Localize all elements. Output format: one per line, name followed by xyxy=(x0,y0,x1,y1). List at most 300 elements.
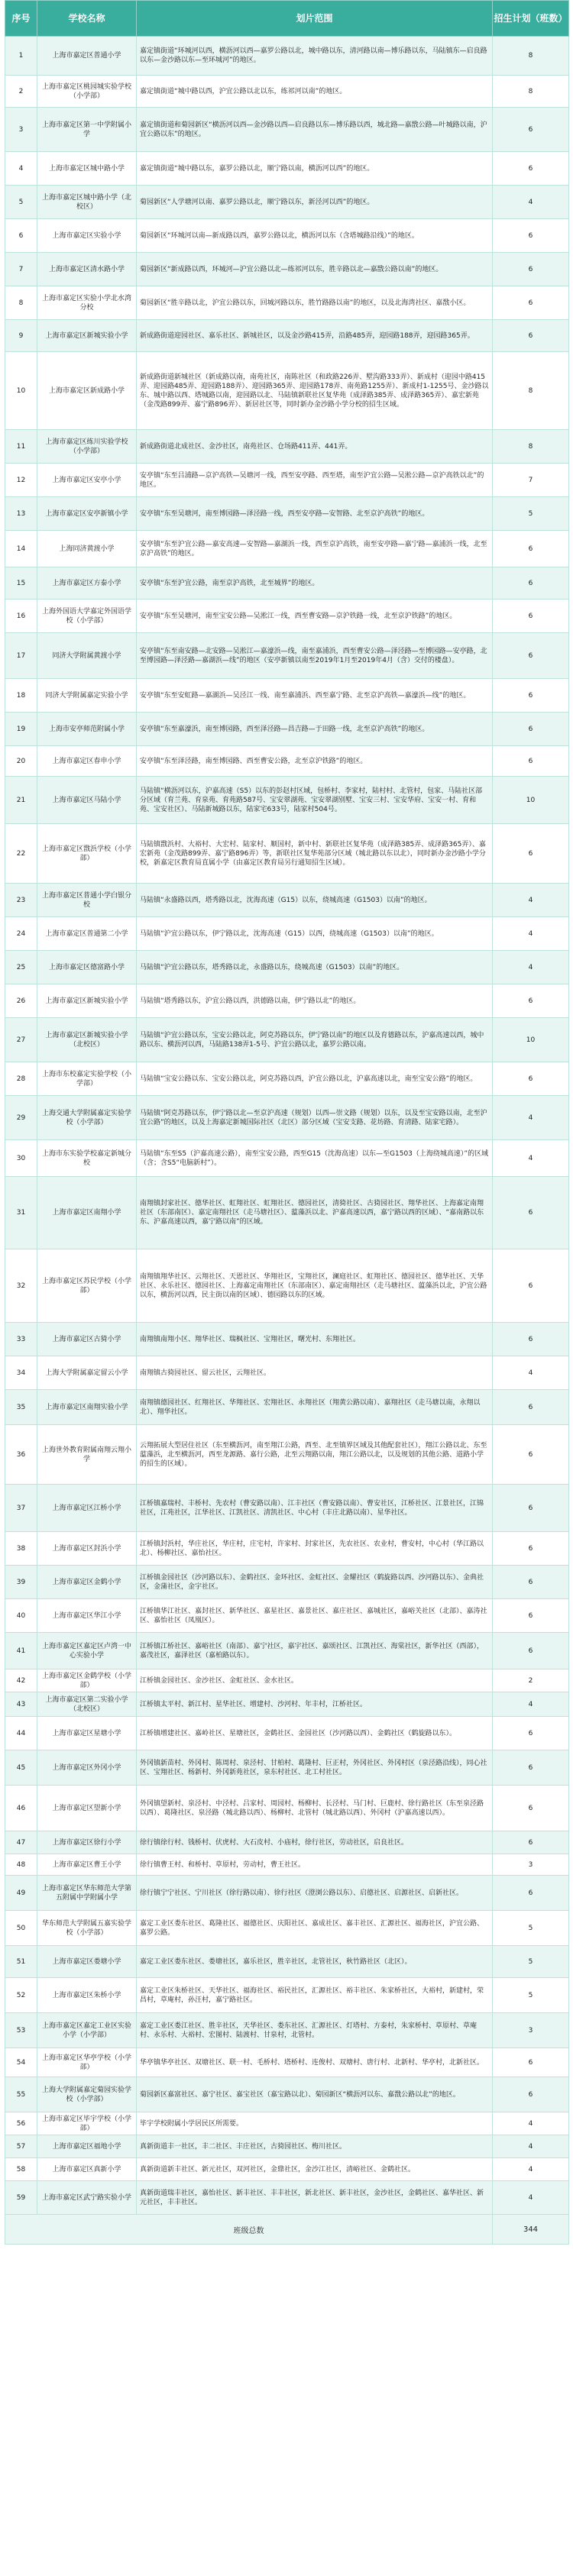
row-area: 江桥镇江桥社区、嘉峪社区（南部）、嘉宁社区，嘉宇社区、嘉颂社区、江凯社区、海棠社区，新华社区（西部），嘉茂社区，嘉泽社区（嘉柏路以东）。 xyxy=(137,1633,493,1669)
row-area: 真新街道瑞丰社区，嘉怡社区、新丰社区、丰丰社区，新北社区、新丰社区，金沙社区，金鹤社区、嘉华社区、新元社区，丰丰社区。 xyxy=(137,2181,493,2215)
table-row xyxy=(5,2181,569,2215)
row-school-name: 上海市嘉定区实验小学北水湾分校 xyxy=(37,286,137,320)
row-school-name: 上海市嘉定区古猗小学 xyxy=(37,1323,137,1356)
row-area: 安亭镇“东至南安路—北安路—吴淞江—嘉濠浜—线，南至嘉浦浜，西至曹安公路—泽泾路—至博园路—安亭路，北至博园路—泽泾路—嘉湖浜—线”的地区（安亭新镇以南至2019年1月至2019年4月（含）交付的楼盘）。 xyxy=(137,633,493,679)
table-row xyxy=(5,824,569,884)
row-area: 嘉定工业区娄东社区、葛隆社区、福德社区、庆阳社区、嘉成社区、嘉丰社区、汇源社区、福海社区，沪宜公路、嘉罗公路。 xyxy=(137,1911,493,1946)
table-row xyxy=(5,1911,569,1946)
row-school-name: 上海市嘉定区清水路小学 xyxy=(37,253,137,286)
row-number: 2 xyxy=(5,76,37,108)
row-plan: 6 xyxy=(493,152,569,186)
row-area: 南翔镇封家社区、德华社区、虹翔社区、虹翔社区、德园社区，清猗社区、古猗园社区、翔华社区、上海嘉定南翔社区（东部南区）、嘉定南翔社区（走马塘社区）、蕰藻浜以北、沪嘉高速以西，嘉宁路以西的区域）、“嘉南路以东东、沪嘉高速以西，嘉宁路以南”的区域。 xyxy=(137,1177,493,1249)
row-plan: 6 xyxy=(493,984,569,1018)
row-number: 3 xyxy=(5,108,37,152)
row-school-name: 同济大学附属黄渡小学 xyxy=(37,633,137,679)
table-row xyxy=(5,1485,569,1532)
row-school-name: 上海市嘉定区安亭小学 xyxy=(37,464,137,497)
table-row xyxy=(5,1750,569,1786)
row-number: 11 xyxy=(5,430,37,464)
table-row xyxy=(5,777,569,824)
table-row xyxy=(5,1669,569,1692)
table-row xyxy=(5,464,569,497)
row-plan: 6 xyxy=(493,1566,569,1599)
table-row xyxy=(5,1249,569,1323)
row-number: 47 xyxy=(5,1831,37,1854)
row-area: 安亭镇“东至吕浦路—京沪高铁—吴塘河一线，西至安亭路、西至塔，南至沪宜公路—吴淞公路—京沪高铁以北”的地区。 xyxy=(137,464,493,497)
row-plan: 4 xyxy=(493,2158,569,2181)
row-plan: 6 xyxy=(493,108,569,152)
table-row xyxy=(5,713,569,746)
row-plan: 6 xyxy=(493,713,569,746)
row-number: 51 xyxy=(5,1946,37,1978)
row-number: 17 xyxy=(5,633,37,679)
table-row xyxy=(5,497,569,531)
row-plan: 6 xyxy=(493,1485,569,1532)
row-plan: 4 xyxy=(493,917,569,951)
row-plan: 6 xyxy=(493,824,569,884)
row-area: 江桥镇太平村、新江村、星华社区、增建村、沙河村、年丰村，江桥社区。 xyxy=(137,1692,493,1717)
row-school-name: 上海市嘉定区江桥小学 xyxy=(37,1485,137,1532)
footer-label: 班级总数 xyxy=(5,2215,493,2245)
row-plan: 6 xyxy=(493,633,569,679)
row-area: 菊园新区“环城河以南—新成路以西，嘉罗公路以北，横沥河以东（含塔城路沿线）”的地区。 xyxy=(137,219,493,253)
row-plan: 6 xyxy=(493,2048,569,2077)
row-area: 新成路街道北成社区、金沙社区，南苑社区、仓场路411弄、441弄。 xyxy=(137,430,493,464)
enrollment-table xyxy=(5,0,569,2245)
footer-total: 344 xyxy=(493,2215,569,2245)
row-area: 马陆镇“塔秀路以东，沪宜公路以西，洪德路以南，伊宁路以北”的地区。 xyxy=(137,984,493,1018)
row-number: 27 xyxy=(5,1018,37,1062)
row-school-name: 上海市嘉定区普通小学 xyxy=(37,37,137,76)
row-plan: 2 xyxy=(493,1669,569,1692)
row-area: 江桥镇封浜村，华庄社区，华庄村，庄宅村，许家村、封家社区，先农社区、农业村，曹安村，中心村（华江路以北）、杨柳社区、嘉怡社区。 xyxy=(137,1532,493,1566)
table-row xyxy=(5,186,569,219)
row-plan: 8 xyxy=(493,76,569,108)
table-row xyxy=(5,2158,569,2181)
row-school-name: 上海市东校嘉定实验学校（小学部） xyxy=(37,1062,137,1096)
row-number: 18 xyxy=(5,679,37,713)
table-row xyxy=(5,1786,569,1831)
row-plan: 4 xyxy=(493,1692,569,1717)
row-school-name: 上海市嘉定区新城实验小学 xyxy=(37,320,137,352)
row-school-name: 上海市东实验学校嘉定新城分校 xyxy=(37,1140,137,1177)
row-plan: 7 xyxy=(493,464,569,497)
table-row xyxy=(5,1692,569,1717)
row-number: 26 xyxy=(5,984,37,1018)
row-school-name: 上海市嘉定区苏民学校（小学部） xyxy=(37,1249,137,1323)
row-school-name: 上海市嘉定区华东师范大学第五附属中学附属小学 xyxy=(37,1876,137,1911)
header-area: 划片范围 xyxy=(137,1,493,37)
row-plan: 4 xyxy=(493,1096,569,1140)
row-number: 7 xyxy=(5,253,37,286)
row-plan: 4 xyxy=(493,1356,569,1390)
row-number: 5 xyxy=(5,186,37,219)
table-row xyxy=(5,253,569,286)
row-area: 菊园新区嘉富社区、嘉宁社区、嘉宝社区（嘉宝路以北）、菊园新区“横沥河以东、嘉戬公路以北”的地区。 xyxy=(137,2077,493,2112)
row-area: 新成路街道新城社区（新成路以南，南苑社区，南陈社区（和政路226弄、墅沟路333弄）、新成村（迎园中路415弄、迎园路485弄、迎园路188弄）、迎园路365弄、迎园路178弄、南苑路1255弄）、新成村1-1255号、金沙路以东、城中路以西、塔城路以南，迎园路以北、马陆镇新联社区复华苑（成泽路385弄、成泽路365弄）、嘉宏新苑（金茂路899弄、嘉宁路896弄）、新居社区等，同时新办金沙路小学分校的招生区域。 xyxy=(137,352,493,430)
row-area: 新成路街道迎园社区、嘉乐社区、新城社区，以及金沙路415弄，沿路485弄，迎园路188弄，迎园路365弄。 xyxy=(137,320,493,352)
table-row xyxy=(5,430,569,464)
row-school-name: 上海市嘉定区曹王小学 xyxy=(37,1854,137,1876)
row-area: 江桥镇金园社区、金沙社区、金虹社区、金水社区。 xyxy=(137,1669,493,1692)
row-number: 35 xyxy=(5,1390,37,1425)
row-school-name: 上海市嘉定区金鹤小学 xyxy=(37,1566,137,1599)
table-row xyxy=(5,1177,569,1249)
row-plan: 4 xyxy=(493,1140,569,1177)
row-school-name: 上海同济黄渡小学 xyxy=(37,531,137,567)
row-number: 9 xyxy=(5,320,37,352)
row-number: 23 xyxy=(5,884,37,917)
row-school-name: 上海市嘉定区福地小学 xyxy=(37,2135,137,2158)
table-row xyxy=(5,679,569,713)
row-area: 马陆镇“沪宜公路以东，塔秀路以北，永盛路以东，绕城高速（G1503）以南”的地区。 xyxy=(137,951,493,984)
row-plan: 6 xyxy=(493,320,569,352)
row-number: 8 xyxy=(5,286,37,320)
row-number: 49 xyxy=(5,1876,37,1911)
table-row xyxy=(5,1096,569,1140)
row-plan: 6 xyxy=(493,746,569,777)
row-area: 徐行镇曹王村、和桥村、草原村，劳动村，曹王社区。 xyxy=(137,1854,493,1876)
row-number: 10 xyxy=(5,352,37,430)
table-row xyxy=(5,1532,569,1566)
row-plan: 6 xyxy=(493,1062,569,1096)
row-area: 外冈镇望新村、泉泾村、中泾村、吕家村、周园村、杨柳村、长泾村、马门村、巨鹿村、徐行路社区（东至泉泾路以西）、葛隆社区、泉泾路（城北路以西）、杨柳村、北管村（城北路以西）、外冈村（沪嘉高速以西）。 xyxy=(137,1786,493,1831)
row-school-name: 上海市嘉定区普通小学白银分校 xyxy=(37,884,137,917)
row-area: 江桥镇嘉瑞村、丰桥村、先农村（曹安路以南）、江丰社区（曹安路以南）、曹安社区，江桥社区、江景社区，江锦社区，江苑社区，江华社区、江凯社区、清凯社区、中心村（丰庄北路以南）、星华社区。 xyxy=(137,1485,493,1532)
row-plan: 4 xyxy=(493,2181,569,2215)
table-row xyxy=(5,219,569,253)
row-number: 24 xyxy=(5,917,37,951)
row-plan: 6 xyxy=(493,1249,569,1323)
row-school-name: 同济大学附属嘉定实验小学 xyxy=(37,679,137,713)
row-plan: 6 xyxy=(493,1177,569,1249)
row-area: 嘉定工业区娄江社区、胜辛社区，天华社区、娄东社区、汇源社区、灯塔村、方泰村，朱家桥村、草原村、草庵村、永乐村、大裕村、宏图村、陆渡村、甘泉村，北管村。 xyxy=(137,2013,493,2048)
row-plan: 8 xyxy=(493,430,569,464)
row-area: 嘉定镇街道“城中路以东，嘉罗公路以北，顺宁路以南，横沥河以西”的地区。 xyxy=(137,152,493,186)
row-school-name: 上海市嘉定区嘉定区卢湾一中心实验小学 xyxy=(37,1633,137,1669)
row-plan: 6 xyxy=(493,1750,569,1786)
table-row xyxy=(5,951,569,984)
row-area: 真新街道新丰社区、新元社区，双河社区，金鼎社区，金沙江社区，清峪社区、金鹤社区。 xyxy=(137,2158,493,2181)
row-plan: 8 xyxy=(493,37,569,76)
row-plan: 6 xyxy=(493,1717,569,1750)
row-school-name: 上海市嘉定区新成路小学 xyxy=(37,352,137,430)
row-area: 南翔镇南翔小区、翔华社区、瑞枫社区、宝翔社区，曙光村、东翔社区。 xyxy=(137,1323,493,1356)
row-plan: 6 xyxy=(493,1876,569,1911)
row-school-name: 上海市嘉定区毕宇学校（小学部） xyxy=(37,2112,137,2135)
table-row xyxy=(5,746,569,777)
row-school-name: 上海市嘉定区徐行小学 xyxy=(37,1831,137,1854)
row-plan: 6 xyxy=(493,219,569,253)
table-row xyxy=(5,1390,569,1425)
row-number: 42 xyxy=(5,1669,37,1692)
table-row xyxy=(5,152,569,186)
row-plan: 6 xyxy=(493,1532,569,1566)
row-area: 嘉定工业区朱桥社区、天华社区、福海社区、裕民社区，汇源社区、裕丰社区、朱家桥社区，大裕村，新建村，荣昌村，草庵村，孙汪村，嘉宁路社区。 xyxy=(137,1978,493,2013)
row-school-name: 上海市嘉定区第一中学附属小学 xyxy=(37,108,137,152)
row-area: 菊园新区“人学塘河以南、嘉罗公路以北，顺宁路以东，新泾河以西”的地区。 xyxy=(137,186,493,219)
table-row xyxy=(5,1425,569,1485)
row-area: 菊园新区“胜辛路以北，沪宜公路以东，回城河路以东，胜竹路路以南”的地区，以及北海湾社区、嘉戬小区。 xyxy=(137,286,493,320)
row-area: 江桥镇增建社区、嘉岭社区、星塘社区，金鹤社区、金园社区（沙河路以西）、金鹤社区（鹤旋路以东）。 xyxy=(137,1717,493,1750)
table-row xyxy=(5,917,569,951)
table-row xyxy=(5,352,569,430)
row-area: 安亭镇“东至嘉濠浜，南至博园路，西至泽泾路—昌吉路—于田路一线，北至京沪高铁”的地区。 xyxy=(137,713,493,746)
row-plan: 3 xyxy=(493,1854,569,1876)
table-row xyxy=(5,1717,569,1750)
row-plan: 5 xyxy=(493,497,569,531)
row-number: 21 xyxy=(5,777,37,824)
row-school-name: 上海市嘉定区第二实验小学（北校区） xyxy=(37,1692,137,1717)
row-area: 安亭镇“东至泽泾路，南至博园路、西至曹安公路，北至京沪铁路”的地区。 xyxy=(137,746,493,777)
table-row xyxy=(5,1062,569,1096)
row-school-name: 上海市嘉定区星塘小学 xyxy=(37,1717,137,1750)
row-number: 44 xyxy=(5,1717,37,1750)
table-row xyxy=(5,1140,569,1177)
row-school-name: 上海市嘉定区南翔小学 xyxy=(37,1177,137,1249)
row-number: 40 xyxy=(5,1599,37,1633)
row-plan: 6 xyxy=(493,531,569,567)
row-plan: 6 xyxy=(493,1599,569,1633)
table-row xyxy=(5,2048,569,2077)
row-area: 徐行镇徐行村、钱桥村、伏虎村、大石皮村、小庙村，徐行社区，劳动社区，启良社区。 xyxy=(137,1831,493,1854)
row-plan: 6 xyxy=(493,1831,569,1854)
row-school-name: 上海市嘉定区华江小学 xyxy=(37,1599,137,1633)
row-school-name: 上海交通大学附属嘉定实验学校（小学部） xyxy=(37,1096,137,1140)
row-area: 徐行镇宁宁社区、宁川社区（徐行路以南）、徐行社区（澄浏公路以东）、启德社区、启源社区、启新社区。 xyxy=(137,1876,493,1911)
row-plan: 8 xyxy=(493,352,569,430)
row-number: 45 xyxy=(5,1750,37,1786)
row-school-name: 上海大学附属嘉定留云小学 xyxy=(37,1356,137,1390)
row-plan: 4 xyxy=(493,951,569,984)
row-number: 33 xyxy=(5,1323,37,1356)
row-school-name: 上海市嘉定区安亭新镇小学 xyxy=(37,497,137,531)
row-number: 31 xyxy=(5,1177,37,1249)
row-number: 4 xyxy=(5,152,37,186)
row-area: 外冈镇新苗村、外冈村、陈周村、泉泾村、甘柏村、葛隆村、巨正村，外冈社区、外冈村区（泉泾路沿线），同心社区、宝翔社区、杨新村、外冈新苑社区，泉东村社区、北工村社区。 xyxy=(137,1750,493,1786)
header-plan: 招生计划（班数） xyxy=(493,1,569,37)
row-number: 16 xyxy=(5,600,37,633)
row-plan: 4 xyxy=(493,2112,569,2135)
row-school-name: 上海市嘉定区实验小学 xyxy=(37,219,137,253)
row-school-name: 上海市嘉定区嘉定工业区实验小学（小学部） xyxy=(37,2013,137,2048)
table-row xyxy=(5,1599,569,1633)
table-row xyxy=(5,1946,569,1978)
row-area: 嘉定镇街道“环城河以西，横沥河以西—嘉罗公路以北，城中路以东，清河路以南—博乐路以东，马陆镇东—启良路以东—金沙路以东—至环城河”的地区。 xyxy=(137,37,493,76)
row-area: 安亭镇“东至安虹路—嘉湖浜—吴泾江一线、南至嘉浦浜、西至嘉宁路、北至京沪高铁—嘉濠浜—线”的地区。 xyxy=(137,679,493,713)
row-plan: 6 xyxy=(493,1390,569,1425)
row-area: 马陆镇“阿克苏路以东，伊宁路以北—至京沪高速（规划）以西—崇文路（规划）以东，以及至宝安路以南，北至沪宜公路”的地区，以及上海嘉定新城国际社区（北区）部分区域（宝安支路、花坊路、育清路、陆家宅路）。 xyxy=(137,1096,493,1140)
row-area: 菊园新区“新成路以西，环城河—沪宜公路以北—练祁河以东，胜辛路以北—嘉戬公路以南”的地区。 xyxy=(137,253,493,286)
header-school: 学校名称 xyxy=(37,1,137,37)
table-body xyxy=(5,37,569,2215)
row-plan: 6 xyxy=(493,600,569,633)
table-row xyxy=(5,320,569,352)
row-plan: 10 xyxy=(493,1018,569,1062)
row-school-name: 上海市安亭师范附属小学 xyxy=(37,713,137,746)
row-number: 29 xyxy=(5,1096,37,1140)
row-number: 59 xyxy=(5,2181,37,2215)
row-school-name: 上海市嘉定区金鹤学校（小学部） xyxy=(37,1669,137,1692)
row-plan: 6 xyxy=(493,1633,569,1669)
row-area: 安亭镇“东至吴塘河，南至博园路—泽泾路一线，西至安亭路—安智路、北至京沪高铁”的地区。 xyxy=(137,497,493,531)
row-school-name: 上海市嘉定区城中路小学 xyxy=(37,152,137,186)
table-row xyxy=(5,567,569,600)
row-number: 13 xyxy=(5,497,37,531)
row-area: 华亭镇华亭社区、双塘社区、联一村、毛桥村、塔桥村、连俊村、双塘村、唐行村、北新村、华亭村，北新社区。 xyxy=(137,2048,493,2077)
row-number: 20 xyxy=(5,746,37,777)
table-row xyxy=(5,76,569,108)
row-plan: 4 xyxy=(493,186,569,219)
row-plan: 6 xyxy=(493,1425,569,1485)
table-row xyxy=(5,286,569,320)
row-number: 56 xyxy=(5,2112,37,2135)
row-number: 32 xyxy=(5,1249,37,1323)
row-plan: 6 xyxy=(493,2077,569,2112)
row-area: 嘉定镇街道和菊园新区“横沥河以西—金沙路以西—启良路以东—博乐路以西，城北路—嘉戬公路—叶城路以南，沪宜公路以东”的地区。 xyxy=(137,108,493,152)
row-school-name: 上海市嘉定区戬浜学校（小学部） xyxy=(37,824,137,884)
row-plan: 6 xyxy=(493,286,569,320)
row-school-name: 上海市嘉定区德富路小学 xyxy=(37,951,137,984)
row-number: 46 xyxy=(5,1786,37,1831)
row-number: 58 xyxy=(5,2158,37,2181)
table-row xyxy=(5,1831,569,1854)
table-row xyxy=(5,1978,569,2013)
table-row xyxy=(5,1854,569,1876)
table-row xyxy=(5,108,569,152)
row-plan: 5 xyxy=(493,1911,569,1946)
table-row xyxy=(5,600,569,633)
table-row xyxy=(5,1876,569,1911)
row-number: 36 xyxy=(5,1425,37,1485)
row-area: 真新街道丰一社区，丰二社区、丰庄社区，古猗园社区、梅川社区。 xyxy=(137,2135,493,2158)
row-school-name: 上海世外教育附属南翔云翔小学 xyxy=(37,1425,137,1485)
row-school-name: 上海市嘉定区新城实验小学 xyxy=(37,984,137,1018)
row-plan: 5 xyxy=(493,1946,569,1978)
row-school-name: 上海市嘉定区新城实验小学（北校区） xyxy=(37,1018,137,1062)
row-area: 安亭镇“东至吴塘河，南至宝安公路—吴淞江一线，西至曹安路—京沪铁路一线，北至京沪铁路”的地区。 xyxy=(137,600,493,633)
row-number: 19 xyxy=(5,713,37,746)
row-area: 南翔镇翔华社区、云翔社区、天恩社区、华翔社区，宝翔社区，澜庭社区、虹翔社区、德园社区、德华社区、天华社区、永乐社区、德园社区、上海嘉定南翔社区（东部南区）、嘉定南翔社区（走马塘社区、蕰藻浜以北，沪宜公路以东，横沥河以西，民主街以南的区域）、德园路以东的区域。 xyxy=(137,1249,493,1323)
table-footer xyxy=(5,2215,569,2245)
row-school-name: 上海市嘉定区南翔实验小学 xyxy=(37,1390,137,1425)
row-school-name: 上海市嘉定区方泰小学 xyxy=(37,567,137,600)
row-number: 55 xyxy=(5,2077,37,2112)
table-row xyxy=(5,984,569,1018)
row-school-name: 上海市嘉定区外冈小学 xyxy=(37,1750,137,1786)
table-row xyxy=(5,884,569,917)
row-school-name: 上海市嘉定区马陆小学 xyxy=(37,777,137,824)
row-number: 38 xyxy=(5,1532,37,1566)
row-area: 马陆镇“宝安公路以东、宝安公路以北，阿克苏路以西，沪宜公路以北，沪嘉高速以北，南至宝安公路”的地区。 xyxy=(137,1062,493,1096)
table-row xyxy=(5,1323,569,1356)
row-school-name: 华东师范大学附属五嘉实验学校（小学部） xyxy=(37,1911,137,1946)
table-row xyxy=(5,531,569,567)
row-school-name: 上海市嘉定区桃园城实验学校（小学部） xyxy=(37,76,137,108)
row-school-name: 上海市嘉定区城中路小学（北校区） xyxy=(37,186,137,219)
row-area: 南翔镇古猗园社区、留云社区，云翔社区。 xyxy=(137,1356,493,1390)
table-row xyxy=(5,37,569,76)
row-area: 毕宇学校附属小学居民区所需要。 xyxy=(137,2112,493,2135)
row-number: 57 xyxy=(5,2135,37,2158)
row-number: 28 xyxy=(5,1062,37,1096)
row-area: 马陆镇“东至S5（沪嘉高速公路），南至宝安公路，西至G15（沈海高速）以东—至G1503（上海绕城高速）”的区域（含；含S5“电脑新村”）。 xyxy=(137,1140,493,1177)
header-no: 序号 xyxy=(5,1,37,37)
row-school-name: 上海市嘉定区朱桥小学 xyxy=(37,1978,137,2013)
row-school-name: 上海市嘉定区望新小学 xyxy=(37,1786,137,1831)
row-number: 39 xyxy=(5,1566,37,1599)
row-number: 43 xyxy=(5,1692,37,1717)
row-number: 15 xyxy=(5,567,37,600)
row-number: 22 xyxy=(5,824,37,884)
table-row xyxy=(5,1018,569,1062)
row-plan: 6 xyxy=(493,567,569,600)
row-area: 马陆镇戬浜村、大裕村、大宏村、陆家村、顺国村，新中村、新联社区复华苑（成泽路385弄、成泽路365弄）、嘉宏新苑（金茂路899弄、嘉宁路896弄）等，新联社区复华苑部分区域（城北路以东以北），同时新办金沙路小学分校，新嘉定区教育局直属小学（由嘉定区教育局另行通知招生区域）。 xyxy=(137,824,493,884)
row-area: 云翔拓展大型居住社区（东至横沥河，南至翔江公路，西至、北至镇界区域及其他配套社区），翔江公路以北、东至蕰藻浜，北至横沥河，西至龙源路、嘉行公路，北至云翔路以南，翔江公路以北，以及规划的其他公路、道路小学的招生的区域）。 xyxy=(137,1425,493,1485)
row-area: 安亭镇“东至沪宜公路，南至京沪高铁，北至城界”的地区。 xyxy=(137,567,493,600)
row-plan: 4 xyxy=(493,884,569,917)
row-area: 江桥镇金园社区（沙河路以东）、金鹤社区、金环社区、金虹社区、金耀社区（鹤旋路以西、沙河路以东）、金典社区，金蒲社区，金宇社区。 xyxy=(137,1566,493,1599)
row-area: 江桥镇华江社区、嘉封社区、新华社区、嘉星社区、嘉景社区、嘉庄社区、嘉城社区，嘉峪关社区（北部）、嘉涛社区、嘉怡社区（凤凰区）。 xyxy=(137,1599,493,1633)
row-number: 34 xyxy=(5,1356,37,1390)
table-row xyxy=(5,2135,569,2158)
row-plan: 6 xyxy=(493,679,569,713)
table-row xyxy=(5,2112,569,2135)
row-plan: 5 xyxy=(493,1978,569,2013)
row-school-name: 上海市嘉定区封浜小学 xyxy=(37,1532,137,1566)
table-row xyxy=(5,633,569,679)
row-number: 12 xyxy=(5,464,37,497)
row-number: 25 xyxy=(5,951,37,984)
row-school-name: 上海市嘉定区华亭学校（小学部） xyxy=(37,2048,137,2077)
row-school-name: 上海市嘉定区真新小学 xyxy=(37,2158,137,2181)
row-area: 马陆镇“永盛路以西，塔秀路以北，沈海高速（G15）以东，绕城高速（G1503）以南”的地区。 xyxy=(137,884,493,917)
table-row xyxy=(5,2077,569,2112)
table-row xyxy=(5,1356,569,1390)
row-school-name: 上海市嘉定区武宁路实验小学 xyxy=(37,2181,137,2215)
row-school-name: 上海市嘉定区练川实验学校（小学部） xyxy=(37,430,137,464)
table-row xyxy=(5,1633,569,1669)
row-plan: 10 xyxy=(493,777,569,824)
row-area: 嘉定镇街道“城中路以西，沪宜公路以北以东，练祁河以南”的地区。 xyxy=(137,76,493,108)
row-area: 安亭镇“东至沪宜公路—嘉安高速—安智路—嘉湖浜一线，西至京沪高铁，南至安亭路—嘉宁路—嘉浦浜一线，北至京沪高铁”的地区。 xyxy=(137,531,493,567)
row-number: 52 xyxy=(5,1978,37,2013)
row-area: 马陆镇“沪宜公路以东，宝安公路以北，阿克苏路以东，伊宁路以南”的地区以及育德路以东，沪嘉高速以西，城中路以东、横沥河以西，马陆路138弄1-5号、沪宜公路以北，嘉罗公路以南。 xyxy=(137,1018,493,1062)
row-school-name: 上海外国语大学嘉定外国语学校（小学部） xyxy=(37,600,137,633)
row-plan: 3 xyxy=(493,2013,569,2048)
row-plan: 6 xyxy=(493,1323,569,1356)
footer-row xyxy=(5,2215,569,2245)
table-header xyxy=(5,1,569,37)
row-number: 48 xyxy=(5,1854,37,1876)
row-area: 马陆镇“横沥河以东，沪嘉高速（S5）以东的彭赵村区域，包桥村、李家村，陆村村、北管村，包家、马陆社区部分区域（育兰苑、育泉苑、育苑路587号、宝安翠湖苑、宝安翠湖别墅、宝安三村、宝安华府、宝安一村、育和苑、宝安社区）、马陆新城路以东，陆家宅633号，陆家村504号。 xyxy=(137,777,493,824)
row-number: 14 xyxy=(5,531,37,567)
row-plan: 6 xyxy=(493,1786,569,1831)
row-area: 嘉定工业区娄东社区、娄塘社区，嘉乐社区，胜辛社区，北管社区，秋竹路社区（北区）。 xyxy=(137,1946,493,1978)
row-school-name: 上海市嘉定区春申小学 xyxy=(37,746,137,777)
row-school-name: 上海市嘉定区普通第二小学 xyxy=(37,917,137,951)
row-number: 50 xyxy=(5,1911,37,1946)
row-school-name: 上海大学附属嘉定菊园实验学校（小学部） xyxy=(37,2077,137,2112)
row-number: 30 xyxy=(5,1140,37,1177)
row-plan: 6 xyxy=(493,253,569,286)
table-row xyxy=(5,2013,569,2048)
row-area: 南翔镇德园社区、红翔社区、华翔社区、宏翔社区、永翔社区（翔黄公路以南）、嘉翔社区（走马塘以南，永翔以北）、翔华社区。 xyxy=(137,1390,493,1425)
row-area: 马陆镇“沪宜公路以东，伊宁路以北，沈海高速（G15）以西，绕城高速（G1503）以南”的地区。 xyxy=(137,917,493,951)
row-number: 6 xyxy=(5,219,37,253)
row-number: 54 xyxy=(5,2048,37,2077)
row-number: 41 xyxy=(5,1633,37,1669)
